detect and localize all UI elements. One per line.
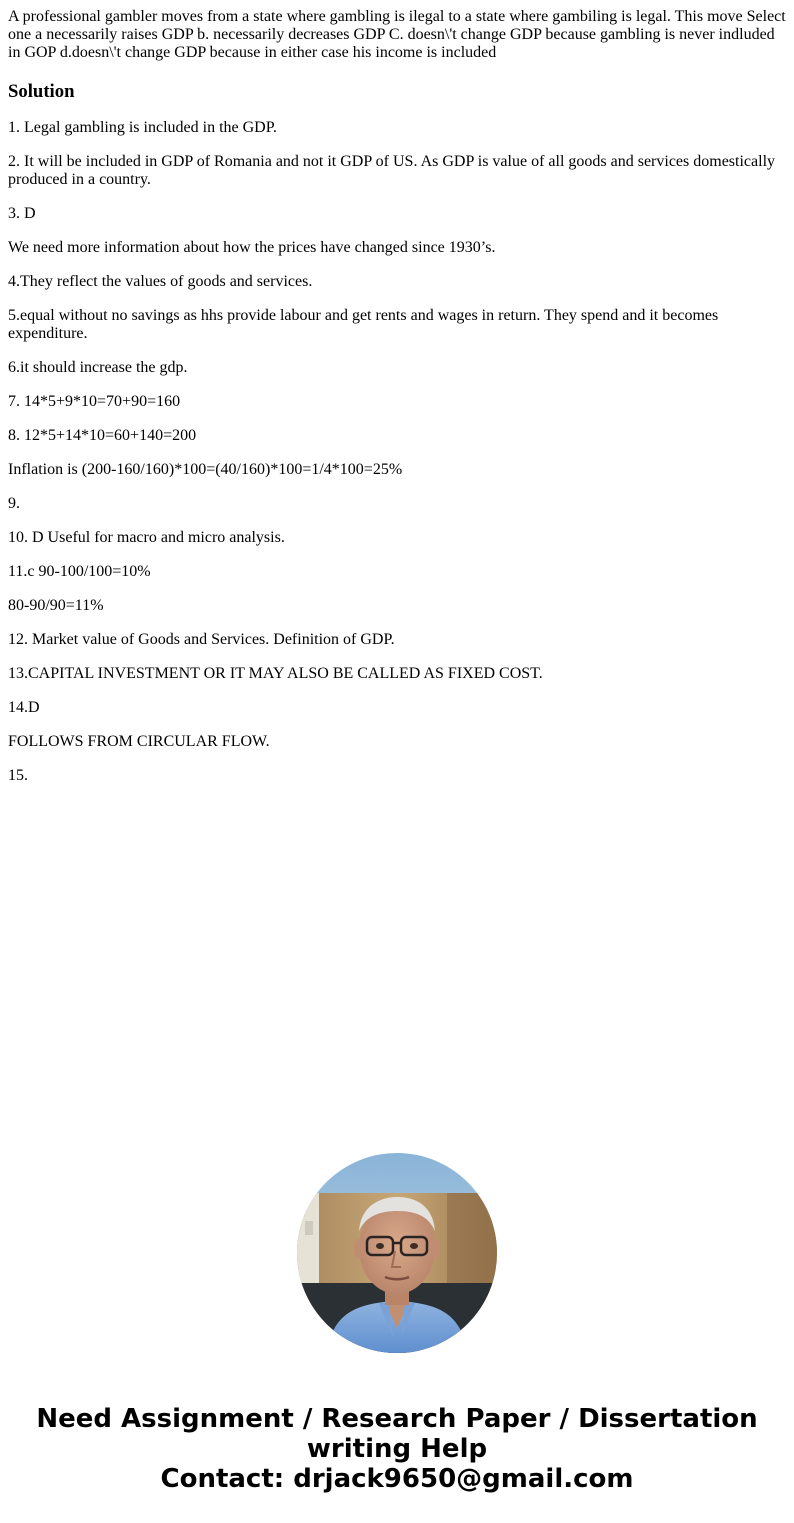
answer-line: 9. bbox=[8, 495, 20, 512]
answer-line: 1. Legal gambling is included in the GDP. bbox=[8, 119, 277, 136]
answer-line: 6.it should increase the gdp. bbox=[8, 359, 188, 376]
answer-line: FOLLOWS FROM CIRCULAR FLOW. bbox=[8, 733, 270, 750]
contact-email: Contact: drjack9650@gmail.com bbox=[160, 1464, 634, 1494]
answer-line: 13.CAPITAL INVESTMENT OR IT MAY ALSO BE CALLED AS FIXED COST. bbox=[8, 665, 543, 682]
banner-line: writing Help bbox=[306, 1434, 488, 1464]
answer-line: 4.They reflect the values of goods and services. bbox=[8, 273, 313, 290]
answer-line: We need more information about how the prices have changed since 1930’s. bbox=[8, 239, 496, 256]
answer-line: 3. D bbox=[8, 205, 36, 222]
question-text: A professional gambler moves from a state where gambling is ilegal to a state where gambiling is legal. This move Select one a necessarily raises GDP b. necessarily decreases GDP C. doesn\'t change GDP because gambling is never indluded in GOP d.doesn\'t change GDP because in either case his income is included bbox=[8, 8, 786, 61]
person-photo-icon bbox=[297, 1153, 497, 1353]
answer-line: 12. Market value of Goods and Services. Definition of GDP. bbox=[8, 631, 395, 648]
avatar bbox=[297, 1153, 497, 1353]
answer-line: 14.D bbox=[8, 699, 40, 716]
solution-heading: Solution bbox=[8, 81, 75, 102]
answer-line: 7. 14*5+9*10=70+90=160 bbox=[8, 393, 181, 410]
answer-line: 8. 12*5+14*10=60+140=200 bbox=[8, 427, 197, 444]
answers-list bbox=[8, 119, 786, 785]
answer-line: 5.equal without no savings as hhs provide labour and get rents and wages in return. They spend and it becomes expenditure. bbox=[8, 307, 719, 342]
answer-line: 11.c 90-100/100=10% bbox=[8, 563, 151, 580]
contact-banner bbox=[0, 1404, 794, 1494]
banner-line: Need Assignment / Research Paper / Dissertation bbox=[36, 1404, 758, 1434]
answer-line: Inflation is (200-160/160)*100=(40/160)*100=1/4*100=25% bbox=[8, 461, 403, 478]
answer-line: 80-90/90=11% bbox=[8, 597, 104, 614]
answer-line: 15. bbox=[8, 767, 28, 784]
answer-line: 10. D Useful for macro and micro analysis. bbox=[8, 529, 285, 546]
answer-line: 2. It will be included in GDP of Romania and not it GDP of US. As GDP is value of all goods and services domestically produced in a country. bbox=[8, 153, 776, 188]
